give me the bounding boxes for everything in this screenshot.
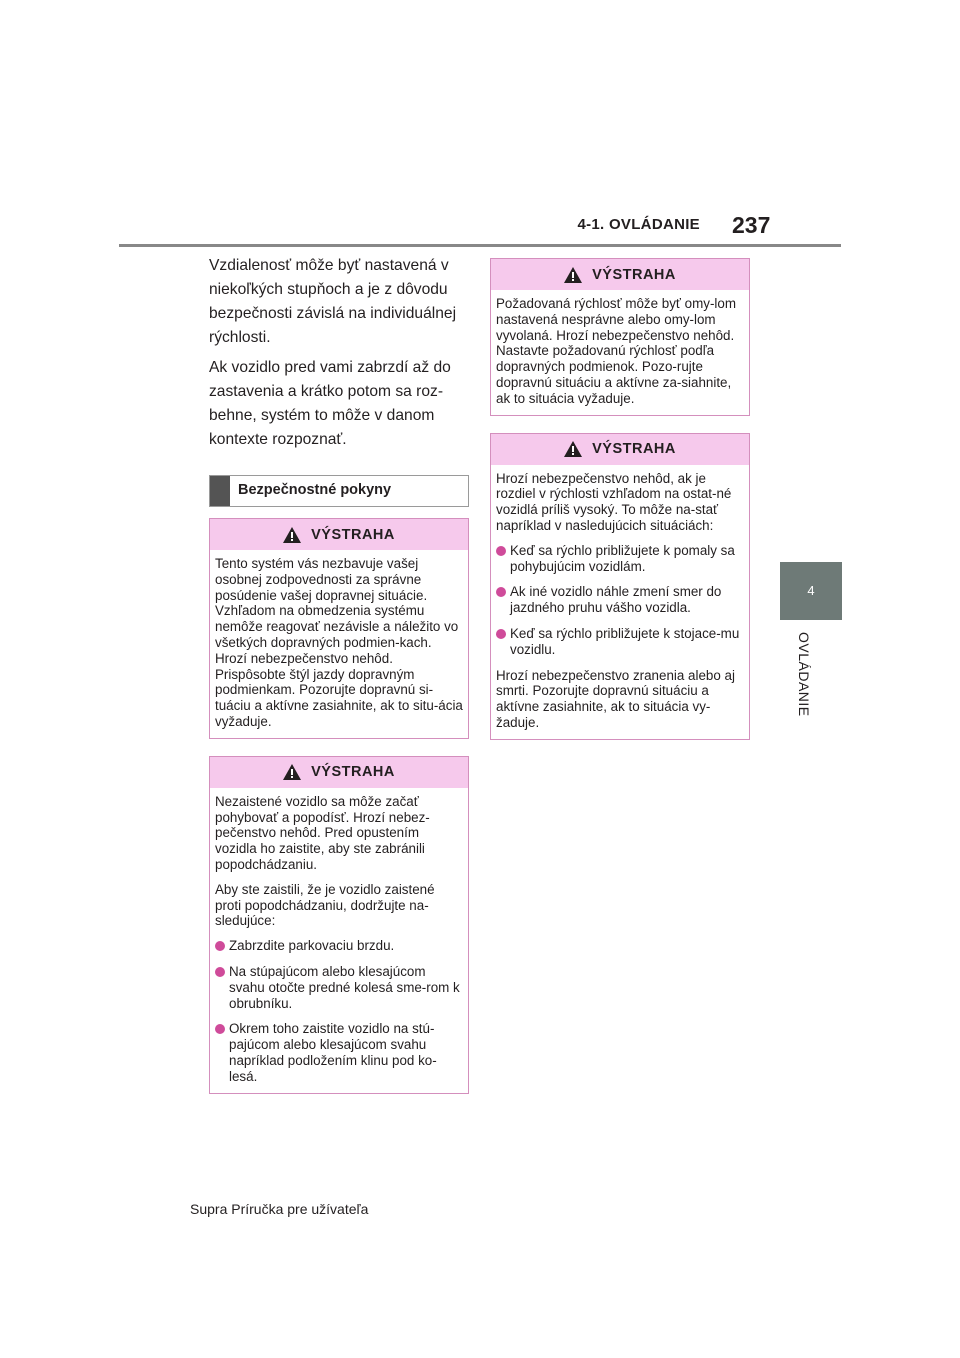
bullet-icon xyxy=(496,629,506,639)
safety-section-heading xyxy=(209,475,469,507)
safety-heading-text: Bezpečnostné pokyny xyxy=(238,482,392,498)
left-column xyxy=(209,254,469,1094)
chapter-side-label: OVLÁDANIE xyxy=(796,632,812,717)
list-item xyxy=(496,626,744,658)
list-item xyxy=(215,938,463,954)
page-number: 237 xyxy=(732,212,771,238)
list-item-text: Na stúpajúcom alebo klesajúcom svahu otočte predné kolesá sme-rom k obrubníku. xyxy=(229,963,460,1011)
warning-text: Požadovaná rýchlosť môže byť omy-lom nastavená nesprávne alebo omy-lom vyvolaná. Hrozí nebezpečenstvo nehôd. Nastavte požadovanú rýchlosť podľa dopravných podmienok. Pozo-rujte dopravnú situáciu a aktívne za-siahnite, ak to situácia vyžaduje. xyxy=(496,296,737,406)
warning-box xyxy=(490,433,750,740)
footer-text: Supra Príručka pre užívateľa xyxy=(190,1201,369,1217)
warning-text: Tento systém vás nezbavuje vašej osobnej zodpovednosti za správne posúdenie vašej dopravnej situácie. Vzhľadom na obmedzenia systému nemôže reagovať nezávisle a náležito vo všetkých dopravných podmien-kach. Hrozí nebezpečenstvo nehôd. Prispôsobte štýl jazdy dopravným podmienkam. Pozorujte dopravnú si-tuáciu a aktívne zasiahnite, ak to situ-ácia vyžaduje. xyxy=(215,556,463,729)
intro-paragraph: Vzdialenosť môže byť nastavená v niekoľkých stupňoch a je z dôvodu bezpečnosti závislá na individuálnej rýchlosti. xyxy=(209,257,457,346)
bullet-icon xyxy=(496,546,506,556)
bullet-icon xyxy=(496,587,506,597)
warning-title: VÝSTRAHA xyxy=(592,266,676,283)
warning-header xyxy=(491,259,749,290)
warning-text: Nezaistené vozidlo sa môže začať pohybovať a popodísť. Hrozí nebez-pečenstvo nehôd. Pred opustením vozidla ho zaistite, aby ste zabránili popodchádzaniu. xyxy=(215,793,430,872)
warning-triangle-icon xyxy=(283,527,301,543)
header-divider xyxy=(119,244,841,247)
list-item xyxy=(496,543,744,575)
warning-text: Hrozí nebezpečenstvo zranenia alebo aj smrti. Pozorujte dopravnú situáciu a aktívne zasiahnite, ak to situácia vy-žaduje. xyxy=(496,667,735,730)
list-item-text: Keď sa rýchlo približujete k stojace-mu vozidlu. xyxy=(510,625,740,657)
warning-title: VÝSTRAHA xyxy=(311,764,395,781)
list-item-text: Ak iné vozidlo náhle zmení smer do jazdného pruhu vášho vozidla. xyxy=(510,584,722,616)
bullet-icon xyxy=(215,967,225,977)
warning-text: Hrozí nebezpečenstvo nehôd, ak je rozdiel v rýchlosti vzhľadom na ostat-né vozidlá príliš vysoký. To môže na-stať napríklad v nasledujúcich situáciách: xyxy=(496,470,732,533)
warning-body xyxy=(491,290,749,415)
warning-triangle-icon xyxy=(564,441,582,457)
warning-header xyxy=(210,519,468,550)
chapter-tab: 4 xyxy=(780,562,842,620)
warning-triangle-icon xyxy=(564,267,582,283)
warning-box xyxy=(490,258,750,416)
intro-paragraph: Ak vozidlo pred vami zabrzdí až do zastavenia a krátko potom sa roz-behne, systém to môže v danom kontexte rozpoznať. xyxy=(209,359,451,448)
bullet-icon xyxy=(215,1024,225,1034)
warning-body xyxy=(210,550,468,738)
list-item xyxy=(215,1021,463,1084)
list-item-text: Zabrzdite parkovaciu brzdu. xyxy=(229,938,395,954)
bullet-icon xyxy=(215,941,225,951)
intro-text xyxy=(209,254,469,452)
warning-box xyxy=(209,518,469,739)
warning-box xyxy=(209,756,469,1094)
warning-text: Aby ste zaistili, že je vozidlo zaistené proti popodchádzaniu, dodržujte na-sledujúce: xyxy=(215,881,435,929)
list-item xyxy=(496,584,744,616)
warning-header xyxy=(491,434,749,465)
warning-body xyxy=(491,465,749,739)
section-title: 4-1. OVLÁDANIE xyxy=(577,216,700,233)
warning-title: VÝSTRAHA xyxy=(311,526,395,543)
warning-body xyxy=(210,788,468,1093)
list-item-text: Okrem toho zaistite vozidlo na stú-pajúcom alebo klesajúcom svahu napríklad podložením klinu pod ko-lesá. xyxy=(229,1021,437,1084)
warning-header xyxy=(210,757,468,788)
warning-triangle-icon xyxy=(283,764,301,780)
list-item-text: Keď sa rýchlo približujete k pomaly sa pohybujúcim vozidlám. xyxy=(510,542,735,574)
right-column xyxy=(490,258,750,740)
heading-marker xyxy=(210,476,230,506)
warning-title: VÝSTRAHA xyxy=(592,441,676,458)
list-item xyxy=(215,964,463,1011)
